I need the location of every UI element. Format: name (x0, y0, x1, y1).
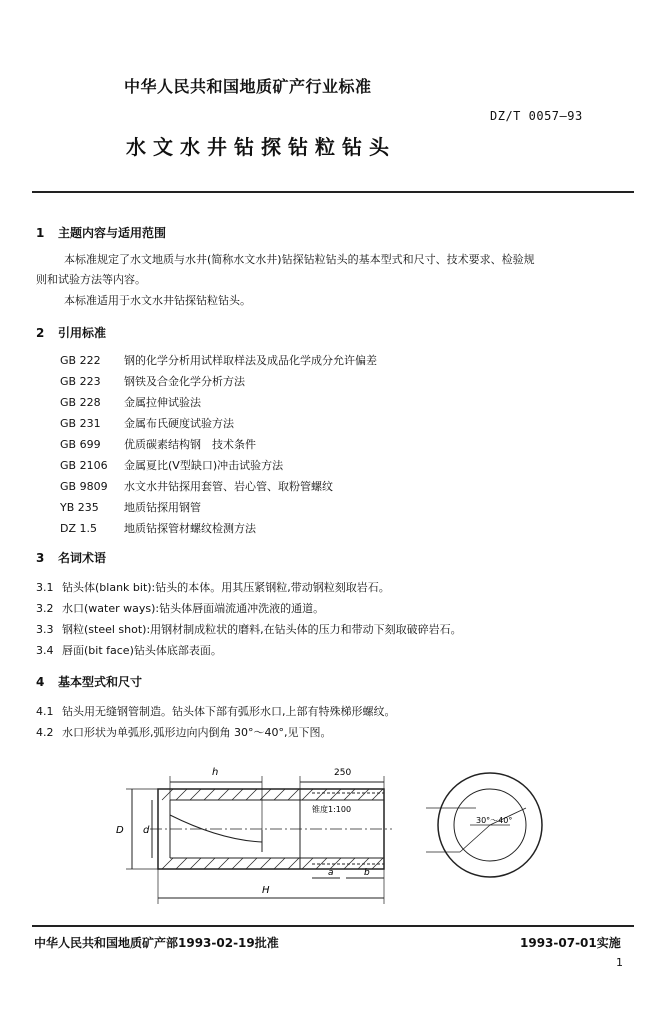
footer-divider (32, 925, 634, 927)
section-title: 基本型式和尺寸 (58, 675, 143, 689)
spec-text: 水口形状为单弧形,弧形边向内倒角 30°～40°,见下图。 (62, 726, 332, 739)
label-a: a (328, 868, 334, 878)
term-text: 唇面(bit face)钻头体底部表面。 (62, 644, 222, 657)
section-1-paragraph-2: 本标准适用于水文水井钻探钻粒钻头。 (64, 294, 251, 307)
spec-number: 4.1 (36, 705, 54, 718)
side-view (126, 776, 392, 904)
spec-number: 4.2 (36, 726, 54, 739)
page-number: 1 (616, 956, 623, 969)
term-number: 3.2 (36, 602, 54, 615)
reference-title: 优质碳素结构钢 技术条件 (124, 438, 256, 451)
section-title: 名词术语 (58, 551, 107, 565)
label-taper: 锥度1:100 (312, 805, 352, 814)
spec-text: 钻头用无缝钢管制造。钻头体下部有弧形水口,上部有特殊梯形螺纹。 (62, 705, 396, 718)
section-1-paragraph-1-cont: 则和试验方法等内容。 (36, 273, 146, 286)
reference-title: 金属拉伸试验法 (124, 396, 201, 409)
reference-title: 钢铁及合金化学分析方法 (124, 375, 245, 388)
angle-leg (460, 825, 490, 852)
reference-title: 金属布氏硬度试验方法 (124, 417, 234, 430)
section-1-paragraph-1: 本标准规定了水文地质与水井(简称水文水井)钻探钻粒钻头的基本型式和尺寸、技术要求、检验规 (64, 253, 535, 266)
term-number: 3.4 (36, 644, 54, 657)
label-D: D (116, 825, 124, 836)
issuing-body: 中华人民共和国地质矿产行业标准 (124, 77, 372, 96)
reference-code: GB 699 (60, 438, 101, 451)
label-h: h (212, 767, 219, 778)
section-title: 主题内容与适用范围 (58, 226, 167, 240)
approval-date: 中华人民共和国地质矿产部1993-02-19批准 (34, 936, 279, 950)
section-number: 3 (36, 551, 45, 565)
standard-code: DZ/T 0057—93 (490, 109, 583, 123)
section-number: 4 (36, 675, 45, 689)
reference-code: GB 222 (60, 354, 101, 367)
reference-code: GB 2106 (60, 459, 108, 472)
reference-title: 水文水井钻探用套管、岩心管、取粉管螺纹 (124, 480, 333, 493)
term-text: 水口(water ways):钻头体唇面端流通冲洗液的通道。 (62, 602, 325, 615)
section-number: 2 (36, 326, 45, 340)
reference-code: GB 223 (60, 375, 101, 388)
term-number: 3.3 (36, 623, 54, 636)
reference-code: GB 228 (60, 396, 101, 409)
water-way-arc (170, 815, 262, 842)
reference-code: GB 231 (60, 417, 101, 430)
term-text: 钻头体(blank bit):钻头的本体。用其压紧钢粒,带动钢粒刻取岩石。 (62, 581, 390, 594)
reference-title: 钢的化学分析用试样取样法及成品化学成分允许偏差 (124, 354, 377, 367)
label-250: 250 (334, 768, 352, 778)
reference-code: YB 235 (60, 501, 99, 514)
effective-date: 1993-07-01实施 (520, 936, 621, 950)
document-title: 水文水井钻探钻粒钻头 (126, 135, 396, 159)
term-text: 钢粒(steel shot):用钢材制成粒状的磨料,在钻头体的压力和带动下刻取破碎岩石。 (62, 623, 462, 636)
label-d: d (143, 825, 150, 836)
reference-title: 地质钻探用钢管 (124, 501, 201, 514)
reference-code: GB 9809 (60, 480, 108, 493)
reference-title: 金属夏比(V型缺口)冲击试验方法 (124, 459, 284, 472)
end-view (426, 773, 542, 877)
section-number: 1 (36, 226, 45, 240)
reference-title: 地质钻探管材螺纹检测方法 (124, 522, 256, 535)
reference-code: DZ 1.5 (60, 522, 97, 535)
label-b: b (364, 868, 370, 878)
section-title: 引用标准 (58, 326, 107, 340)
label-H: H (262, 885, 270, 896)
term-number: 3.1 (36, 581, 54, 594)
label-angle: 30°～40° (476, 816, 513, 825)
